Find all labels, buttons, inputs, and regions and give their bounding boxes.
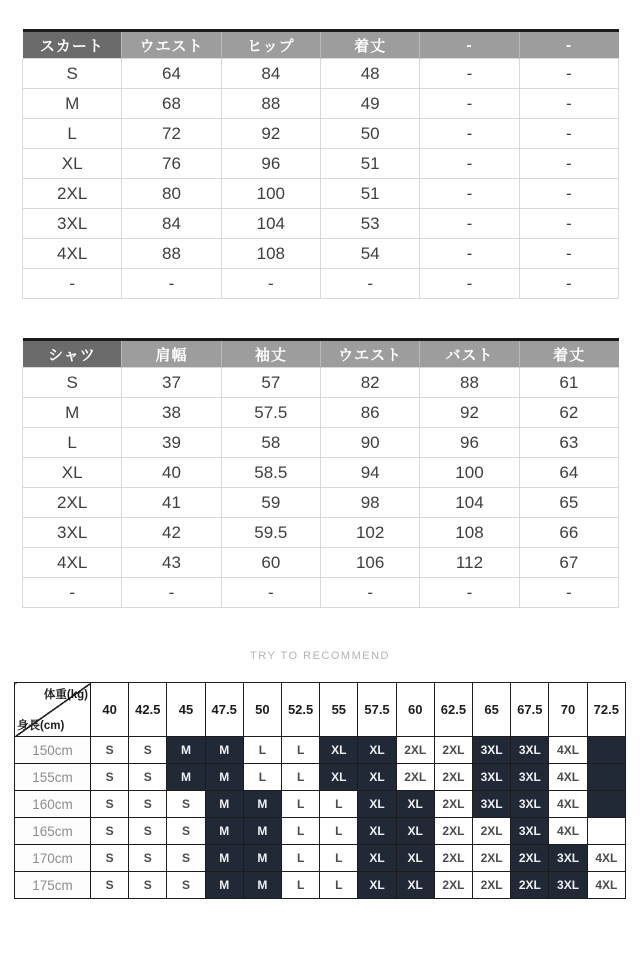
shirt-table-title-cell: シャツ <box>23 340 122 368</box>
measurement-cell: 65 <box>519 488 618 518</box>
recommend-size-cell: S <box>129 818 167 845</box>
recommend-size-cell: M <box>243 872 281 899</box>
size-label-cell: S <box>23 368 122 398</box>
table-row <box>23 488 619 518</box>
recommend-size-cell <box>587 818 625 845</box>
recommend-size-cell: 2XL <box>434 791 472 818</box>
recommend-size-cell: L <box>282 737 320 764</box>
measurement-cell: 80 <box>122 179 221 209</box>
height-label-cell: 160cm <box>15 791 91 818</box>
measurement-cell: - <box>519 239 618 269</box>
measurement-cell: 84 <box>221 59 320 89</box>
recommend-size-cell: XL <box>320 764 358 791</box>
table-row <box>23 518 619 548</box>
measurement-cell: 51 <box>320 179 419 209</box>
table-row <box>23 59 619 89</box>
measurement-cell: 41 <box>122 488 221 518</box>
recommend-size-cell: S <box>91 845 129 872</box>
size-label-cell: 3XL <box>23 209 122 239</box>
recommend-size-cell: XL <box>396 872 434 899</box>
measurement-cell: 88 <box>221 89 320 119</box>
recommend-size-cell <box>587 737 625 764</box>
column-header: ヒップ <box>221 31 320 59</box>
recommend-size-cell: S <box>129 764 167 791</box>
height-label-cell: 150cm <box>15 737 91 764</box>
size-label-cell: 4XL <box>23 239 122 269</box>
recommend-size-cell: S <box>91 737 129 764</box>
measurement-cell: 104 <box>221 209 320 239</box>
recommend-size-cell: XL <box>396 791 434 818</box>
recommend-size-cell: 2XL <box>434 872 472 899</box>
matrix-corner-cell <box>15 683 91 737</box>
recommend-size-cell: S <box>91 764 129 791</box>
recommend-size-cell: S <box>167 845 205 872</box>
measurement-cell: 63 <box>519 428 618 458</box>
recommend-size-cell: L <box>320 818 358 845</box>
measurement-cell: 64 <box>122 59 221 89</box>
weight-header-cell: 60 <box>396 683 434 737</box>
recommend-size-cell: L <box>320 791 358 818</box>
recommend-size-cell: L <box>282 872 320 899</box>
measurement-cell: - <box>420 578 519 608</box>
table-row <box>23 209 619 239</box>
measurement-cell: - <box>122 578 221 608</box>
recommend-size-cell: L <box>320 872 358 899</box>
column-header: - <box>420 31 519 59</box>
weight-header-cell: 40 <box>91 683 129 737</box>
measurement-cell: - <box>420 89 519 119</box>
recommend-size-cell: L <box>282 764 320 791</box>
measurement-cell: - <box>519 59 618 89</box>
table-row <box>23 89 619 119</box>
size-label-cell: XL <box>23 458 122 488</box>
measurement-cell: 100 <box>221 179 320 209</box>
measurement-cell: - <box>420 119 519 149</box>
recommend-size-cell: 3XL <box>511 764 549 791</box>
measurement-cell: 37 <box>122 368 221 398</box>
measurement-cell: 67 <box>519 548 618 578</box>
recommend-size-cell: S <box>91 818 129 845</box>
weight-header-cell: 42.5 <box>129 683 167 737</box>
column-header: ウエスト <box>122 31 221 59</box>
measurement-cell: 94 <box>320 458 419 488</box>
table-row <box>23 548 619 578</box>
recommend-size-cell: S <box>167 872 205 899</box>
recommend-size-cell: 4XL <box>549 791 587 818</box>
recommend-size-cell: 3XL <box>473 791 511 818</box>
weight-header-cell: 67.5 <box>511 683 549 737</box>
measurement-cell: 61 <box>519 368 618 398</box>
recommend-size-cell: M <box>167 737 205 764</box>
measurement-cell: 108 <box>420 518 519 548</box>
recommend-size-cell: 2XL <box>473 845 511 872</box>
recommend-size-cell: M <box>205 791 243 818</box>
recommend-size-cell: XL <box>358 764 396 791</box>
measurement-cell: 59.5 <box>221 518 320 548</box>
recommend-size-cell: 2XL <box>434 737 472 764</box>
column-header: 着丈 <box>519 340 618 368</box>
measurement-cell: - <box>221 578 320 608</box>
recommend-size-cell: 2XL <box>434 764 472 791</box>
measurement-cell: 58 <box>221 428 320 458</box>
measurement-cell: - <box>420 179 519 209</box>
recommend-size-cell: XL <box>358 872 396 899</box>
recommend-size-cell: S <box>129 791 167 818</box>
size-label-cell: 3XL <box>23 518 122 548</box>
recommend-size-cell <box>587 791 625 818</box>
recommend-size-cell: M <box>205 845 243 872</box>
recommend-size-cell: M <box>243 791 281 818</box>
measurement-cell: 54 <box>320 239 419 269</box>
recommend-size-cell: 3XL <box>511 818 549 845</box>
measurement-cell: 84 <box>122 209 221 239</box>
recommend-size-cell: L <box>282 791 320 818</box>
matrix-row <box>15 872 626 899</box>
recommend-size-cell: 3XL <box>549 872 587 899</box>
matrix-row <box>15 737 626 764</box>
recommend-size-cell: M <box>205 872 243 899</box>
measurement-cell: - <box>420 239 519 269</box>
measurement-cell: 59 <box>221 488 320 518</box>
measurement-cell: 76 <box>122 149 221 179</box>
measurement-cell: 58.5 <box>221 458 320 488</box>
recommend-size-cell: 2XL <box>396 737 434 764</box>
measurement-cell: 102 <box>320 518 419 548</box>
table-row <box>23 149 619 179</box>
recommend-size-cell: M <box>205 818 243 845</box>
measurement-cell: 72 <box>122 119 221 149</box>
recommend-size-cell: 3XL <box>473 764 511 791</box>
measurement-cell: 100 <box>420 458 519 488</box>
recommend-size-cell: XL <box>358 818 396 845</box>
shirt-table-body <box>23 368 619 608</box>
recommend-size-cell: S <box>129 737 167 764</box>
matrix-row <box>15 818 626 845</box>
measurement-cell: 92 <box>420 398 519 428</box>
recommend-size-cell: M <box>205 764 243 791</box>
measurement-cell: - <box>519 209 618 239</box>
recommend-size-cell: 4XL <box>587 872 625 899</box>
measurement-cell: 39 <box>122 428 221 458</box>
recommend-size-cell: S <box>91 791 129 818</box>
measurement-cell: 96 <box>221 149 320 179</box>
measurement-cell: - <box>519 578 618 608</box>
matrix-header-row <box>15 683 626 737</box>
measurement-cell: 86 <box>320 398 419 428</box>
measurement-cell: 64 <box>519 458 618 488</box>
matrix-body <box>15 737 626 899</box>
recommend-size-cell: S <box>167 818 205 845</box>
size-label-cell: L <box>23 119 122 149</box>
recommend-size-cell: 3XL <box>511 791 549 818</box>
measurement-cell: - <box>519 179 618 209</box>
measurement-cell: - <box>320 269 419 299</box>
skirt-table-body <box>23 59 619 299</box>
measurement-cell: 82 <box>320 368 419 398</box>
recommend-size-cell <box>587 764 625 791</box>
weight-header-cell: 47.5 <box>205 683 243 737</box>
size-label-cell: M <box>23 89 122 119</box>
column-header: 着丈 <box>320 31 419 59</box>
shirt-size-table <box>22 338 619 608</box>
measurement-cell: - <box>420 59 519 89</box>
measurement-cell: 68 <box>122 89 221 119</box>
skirt-table-header <box>23 31 619 59</box>
measurement-cell: 66 <box>519 518 618 548</box>
measurement-cell: - <box>221 269 320 299</box>
measurement-cell: 42 <box>122 518 221 548</box>
recommend-size-cell: XL <box>396 818 434 845</box>
table-row <box>23 269 619 299</box>
recommend-size-cell: 2XL <box>396 764 434 791</box>
table-row <box>23 428 619 458</box>
recommend-size-cell: XL <box>358 845 396 872</box>
weight-header-cell: 72.5 <box>587 683 625 737</box>
measurement-cell: 57.5 <box>221 398 320 428</box>
column-header: 袖丈 <box>221 340 320 368</box>
measurement-cell: 51 <box>320 149 419 179</box>
weight-header-cell: 65 <box>473 683 511 737</box>
weight-axis-label: 体重(kg) <box>43 689 88 701</box>
matrix-row <box>15 764 626 791</box>
measurement-cell: 104 <box>420 488 519 518</box>
size-label-cell: 2XL <box>23 488 122 518</box>
measurement-cell: 90 <box>320 428 419 458</box>
measurement-cell: - <box>519 119 618 149</box>
measurement-cell: 60 <box>221 548 320 578</box>
measurement-cell: - <box>519 149 618 179</box>
recommend-size-cell: 2XL <box>434 818 472 845</box>
recommend-size-cell: 2XL <box>511 872 549 899</box>
measurement-cell: 92 <box>221 119 320 149</box>
table-row <box>23 368 619 398</box>
recommend-size-cell: 4XL <box>549 764 587 791</box>
recommend-size-cell: XL <box>396 845 434 872</box>
recommend-size-cell: 4XL <box>587 845 625 872</box>
measurement-cell: 112 <box>420 548 519 578</box>
measurement-cell: 40 <box>122 458 221 488</box>
measurement-cell: 53 <box>320 209 419 239</box>
height-label-cell: 170cm <box>15 845 91 872</box>
recommend-size-cell: XL <box>320 737 358 764</box>
height-label-cell: 175cm <box>15 872 91 899</box>
weight-header-cell: 45 <box>167 683 205 737</box>
measurement-cell: 48 <box>320 59 419 89</box>
column-header: ウエスト <box>320 340 419 368</box>
recommend-size-cell: 4XL <box>549 737 587 764</box>
recommend-size-cell: M <box>167 764 205 791</box>
measurement-cell: 62 <box>519 398 618 428</box>
measurement-cell: - <box>519 89 618 119</box>
table-row <box>23 119 619 149</box>
column-header: - <box>519 31 618 59</box>
recommend-size-cell: L <box>282 818 320 845</box>
column-header: 肩幅 <box>122 340 221 368</box>
table-row <box>23 239 619 269</box>
recommend-size-cell: L <box>243 737 281 764</box>
table-row <box>23 179 619 209</box>
shirt-header-row <box>23 340 619 368</box>
recommend-size-cell: 2XL <box>434 845 472 872</box>
weight-header-cell: 70 <box>549 683 587 737</box>
size-label-cell: - <box>23 578 122 608</box>
measurement-cell: 108 <box>221 239 320 269</box>
measurement-cell: - <box>519 269 618 299</box>
recommend-size-cell: 2XL <box>473 872 511 899</box>
size-label-cell: 4XL <box>23 548 122 578</box>
weight-header-cell: 52.5 <box>282 683 320 737</box>
height-axis-label: 身長(cm) <box>17 720 65 732</box>
recommend-size-cell: 3XL <box>473 737 511 764</box>
measurement-cell: - <box>420 209 519 239</box>
measurement-cell: - <box>420 149 519 179</box>
measurement-cell: 50 <box>320 119 419 149</box>
measurement-cell: - <box>320 578 419 608</box>
measurement-cell: 98 <box>320 488 419 518</box>
recommend-size-cell: S <box>129 872 167 899</box>
shirt-table-header <box>23 340 619 368</box>
weight-header-cell: 62.5 <box>434 683 472 737</box>
column-header: バスト <box>420 340 519 368</box>
table-row <box>23 398 619 428</box>
measurement-cell: 38 <box>122 398 221 428</box>
recommend-size-cell: L <box>320 845 358 872</box>
recommend-size-cell: XL <box>358 791 396 818</box>
measurement-cell: 49 <box>320 89 419 119</box>
measurement-cell: 43 <box>122 548 221 578</box>
weight-header-cell: 55 <box>320 683 358 737</box>
recommend-size-cell: 2XL <box>473 818 511 845</box>
size-label-cell: S <box>23 59 122 89</box>
recommend-size-cell: L <box>282 845 320 872</box>
recommend-size-cell: S <box>91 872 129 899</box>
size-recommend-matrix <box>14 682 626 899</box>
size-label-cell: M <box>23 398 122 428</box>
measurement-cell: 106 <box>320 548 419 578</box>
matrix-row <box>15 845 626 872</box>
skirt-table-title-cell: スカート <box>23 31 122 59</box>
recommend-size-cell: S <box>167 791 205 818</box>
weight-header-cell: 57.5 <box>358 683 396 737</box>
height-label-cell: 165cm <box>15 818 91 845</box>
recommend-size-cell: 2XL <box>511 845 549 872</box>
recommend-size-cell: M <box>205 737 243 764</box>
table-row <box>23 458 619 488</box>
skirt-size-table <box>22 29 619 299</box>
size-label-cell: L <box>23 428 122 458</box>
size-label-cell: XL <box>23 149 122 179</box>
measurement-cell: 57 <box>221 368 320 398</box>
recommend-size-cell: 3XL <box>511 737 549 764</box>
size-label-cell: - <box>23 269 122 299</box>
recommend-size-cell: S <box>129 845 167 872</box>
recommend-size-cell: L <box>243 764 281 791</box>
recommend-size-cell: 4XL <box>549 818 587 845</box>
recommend-size-cell: XL <box>358 737 396 764</box>
height-label-cell: 155cm <box>15 764 91 791</box>
measurement-cell: 96 <box>420 428 519 458</box>
skirt-header-row <box>23 31 619 59</box>
measurement-cell: 88 <box>420 368 519 398</box>
recommend-size-cell: M <box>243 845 281 872</box>
recommend-size-cell: 3XL <box>549 845 587 872</box>
measurement-cell: 88 <box>122 239 221 269</box>
weight-header-cell: 50 <box>243 683 281 737</box>
measurement-cell: - <box>122 269 221 299</box>
size-label-cell: 2XL <box>23 179 122 209</box>
recommend-size-cell: M <box>243 818 281 845</box>
recommend-title: TRY TO RECOMMEND <box>250 650 390 662</box>
table-row <box>23 578 619 608</box>
measurement-cell: - <box>420 269 519 299</box>
matrix-row <box>15 791 626 818</box>
